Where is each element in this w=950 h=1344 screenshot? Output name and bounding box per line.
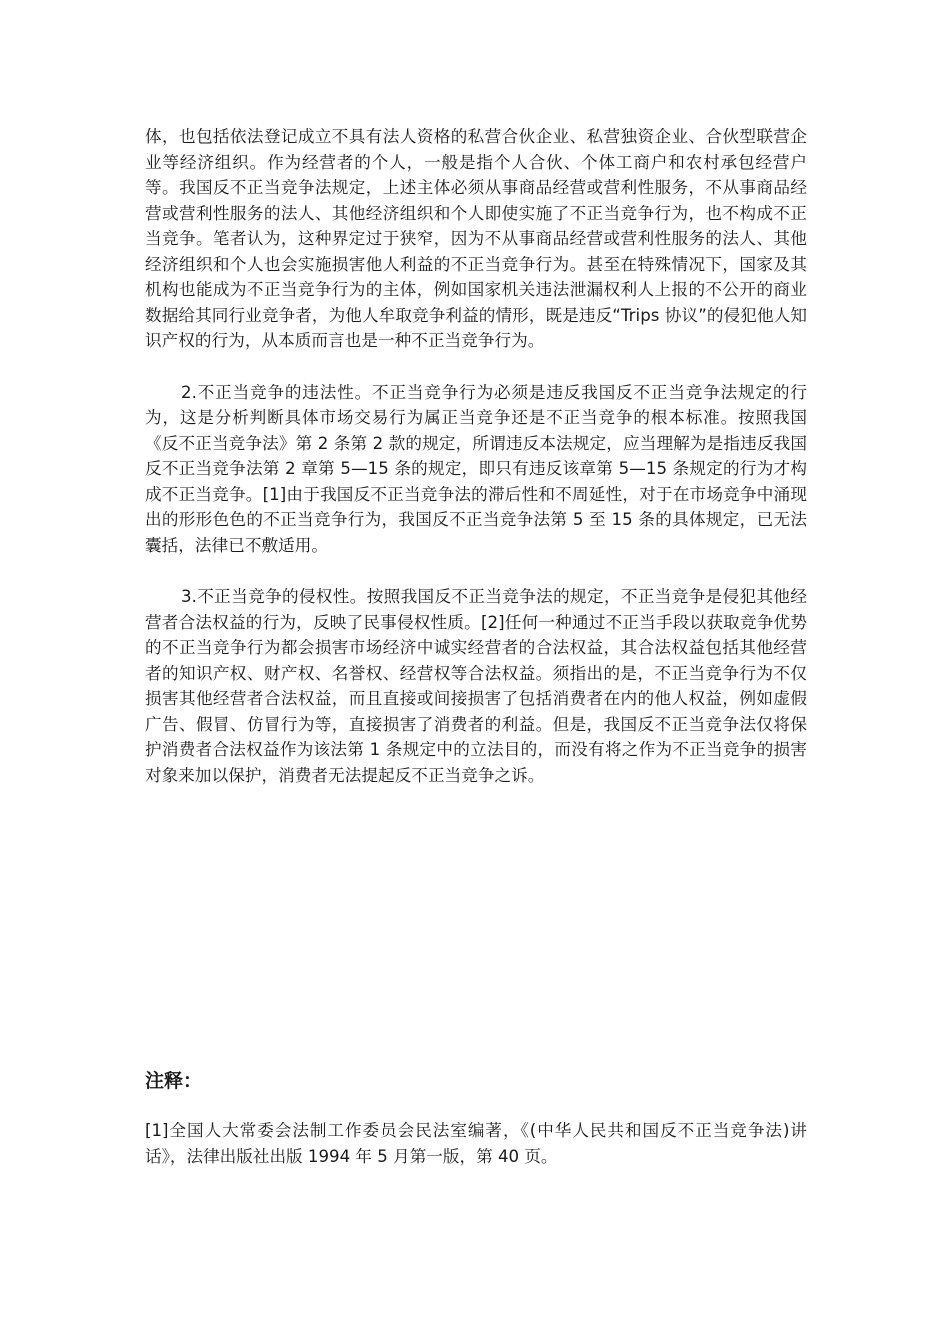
notes-section [145, 1068, 807, 1169]
paragraph-illegality: 2.不正当竞争的违法性。不正当竞争行为必须是违反我国反不正当竞争法规定的行为，这是分析判断具体市场交易行为属正当竞争还是不正当竞争的根本标准。按照我国《反不正当竞争法》第 2 条第 2 款的规定，所谓违反本法规定，应当理解为是指违反我国反不正当竞争法第 2 章第 5—15 条的规定，即只有违反该章第 5—15 条规定的行为才构成不正当竞争。[1]由于我国反不正当竞争法的滞后性和不周延性，对于在市场竞争中涌现出的形形色色的不正当竞争行为，我国反不正当竞争法第 5 至 15 条的具体规定，已无法囊括，法律已不敷适用。 [145, 382, 807, 555]
footnote-1: [1]全国人大常委会法制工作委员会民法室编著，《(中华人民共和国反不正当竞争法)讲话》，法律出版社出版 1994 年 5 月第一版，第 40 页。 [145, 1121, 807, 1166]
notes-heading: 注释： [145, 1070, 203, 1092]
paragraph-infringement: 3.不正当竞争的侵权性。按照我国反不正当竞争法的规定，不正当竞争是侵犯其他经营者合法权益的行为，反映了民事侵权性质。[2]任何一种通过不正当手段以获取竞争优势的不正当竞争行为都会损害市场经济中诚实经营者的合法权益，其合法权益包括其他经营者的知识产权、财产权、名誉权、经营权等合法权益。须指出的是，不正当竞争行为不仅损害其他经营者合法权益，而且直接或间接损害了包括消费者在内的他人权益，例如虚假广告、假冒、仿冒行为等，直接损害了消费者的利益。但是，我国反不正当竞争法仅将保护消费者合法权益作为该法第 1 条规定中的立法目的，而没有将之作为不正当竞争的损害对象来加以保护，消费者无法提起反不正当竞争之诉。 [145, 587, 807, 785]
body-text [145, 124, 807, 788]
paragraph-continuation: 体，也包括依法登记成立不具有法人资格的私营合伙企业、私营独资企业、合伙型联营企业等经济组织。作为经营者的个人，一般是指个人合伙、个体工商户和农村承包经营户等。我国反不正当竞争法规定，上述主体必须从事商品经营或营利性服务，不从事商品经营或营利性服务的法人、其他经济组织和个人即使实施了不正当竞争行为，也不构成不正当竞争。笔者认为，这种界定过于狭窄，因为不从事商品经营或营利性服务的法人、其他经济组织和个人也会实施损害他人利益的不正当竞争行为。甚至在特殊情况下，国家及其机构也能成为不正当竞争行为的主体，例如国家机关违法泄漏权利人上报的不公开的商业数据给其同行业竞争者，为他人牟取竞争利益的情形，既是违反“Trips 协议”的侵犯他人知识产权的行为，从本质而言也是一种不正当竞争行为。 [145, 127, 807, 350]
